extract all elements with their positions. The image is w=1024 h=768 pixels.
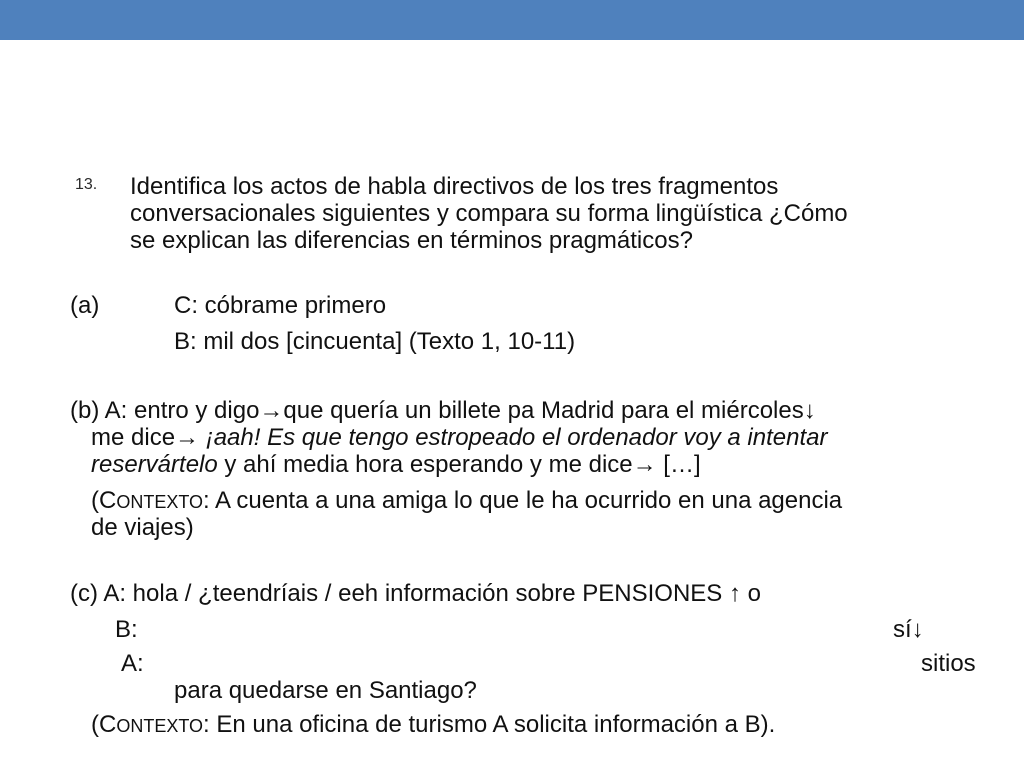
fragment-a-line-1: C: cóbrame primero <box>174 292 387 319</box>
fragment-c-line-1: (c) A: hola / ¿teendríais / eeh información sobre PENSIONES ↑ o <box>70 580 761 607</box>
fragment-b-line-2-plain: me dice→ <box>91 424 206 451</box>
fragment-c-a-line-2: para quedarse en Santiago? <box>174 677 477 704</box>
fragment-b-context-open: (C <box>91 487 117 514</box>
fragment-b-context-word: ONTEXTO <box>116 492 204 512</box>
fragment-b-line-2 <box>91 423 827 452</box>
fragment-b-line-3-plain: y ahí media hora esperando y me dice→ […] <box>217 451 701 478</box>
question-line-2: conversacionales siguientes y compara su forma lingüística ¿Cómo <box>130 200 848 227</box>
fragment-c-a-text-end: sitios <box>921 650 976 677</box>
fragment-b-context-rest: : A cuenta a una amiga lo que le ha ocurrido en una agencia <box>203 487 843 514</box>
fragment-c-b-reply: sí↓ <box>893 616 924 643</box>
question-line-3: se explican las diferencias en términos pragmáticos? <box>130 227 693 254</box>
fragment-b-line-3 <box>91 450 701 479</box>
fragment-b-line-2-italic: ¡aah! Es que tengo estropeado el ordenador voy a intentar <box>205 424 828 451</box>
fragment-b-context-line-2: de viajes) <box>91 514 194 541</box>
fragment-a-line-2: B: mil dos [cincuenta] (Texto 1, 10-11) <box>174 328 576 355</box>
fragment-b-context <box>91 486 842 517</box>
fragment-c-context <box>91 710 775 741</box>
fragment-b-line-3-italic: reservártelo <box>91 451 218 478</box>
fragment-c-a-label: A: <box>121 650 144 677</box>
fragment-c-context-rest: : En una oficina de turismo A solicita información a B). <box>203 711 776 738</box>
question-number: 13. <box>75 176 98 193</box>
fragment-c-b-label: B: <box>115 616 138 643</box>
fragment-c-context-open: (C <box>91 711 117 738</box>
question-line-1: Identifica los actos de habla directivos de los tres fragmentos <box>130 173 779 200</box>
fragment-a-label: (a) <box>70 292 100 319</box>
fragment-b-line-1: (b) A: entro y digo→que quería un billete pa Madrid para el miércoles↓ <box>70 397 816 424</box>
fragment-c-context-word: ONTEXTO <box>116 716 204 736</box>
